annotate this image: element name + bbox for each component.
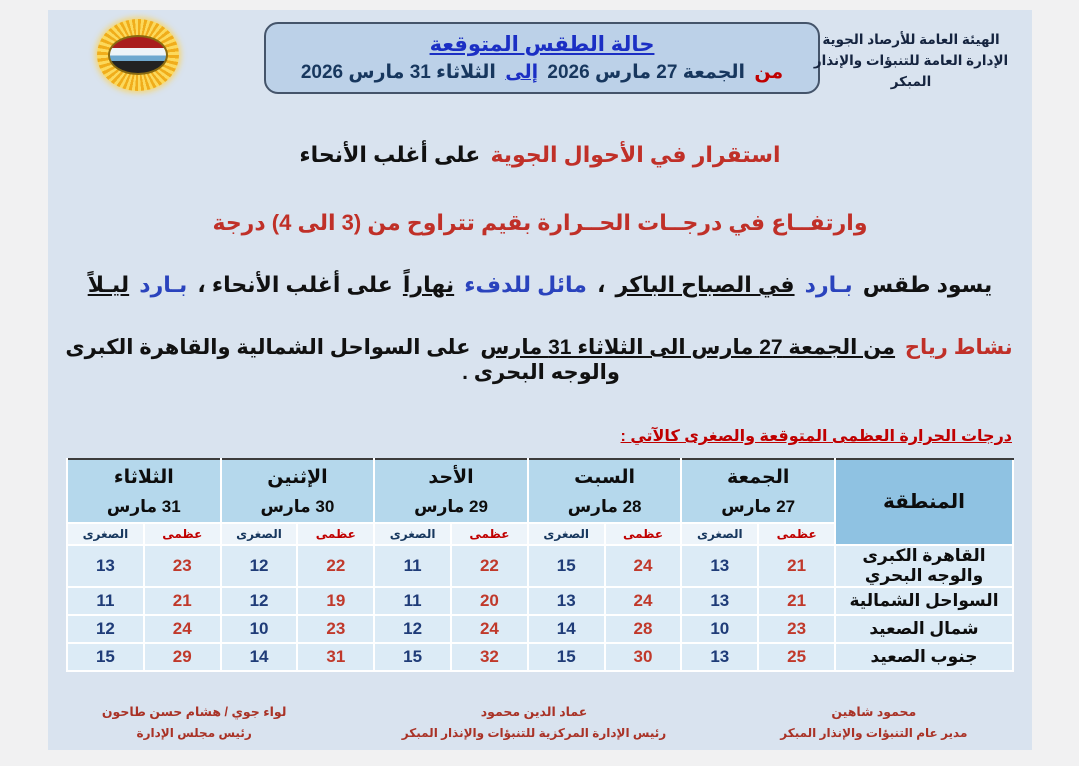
region-name: السواحل الشمالية <box>835 587 1013 615</box>
date-range-to: إلى <box>505 62 539 83</box>
max-label: عظمى <box>297 523 374 545</box>
temp-max: 23 <box>144 545 221 587</box>
temp-min: 10 <box>221 615 298 643</box>
table-row-north-upper-egypt <box>67 615 1013 643</box>
max-label: عظمى <box>758 523 835 545</box>
region-column-header: المنطقة <box>835 459 1013 545</box>
temperature-table <box>66 458 1014 672</box>
region-name: شمال الصعيد <box>835 615 1013 643</box>
temp-min: 13 <box>681 643 758 671</box>
max-label: عظمى <box>451 523 528 545</box>
date-range-end: الثلاثاء 31 مارس 2026 <box>300 62 496 83</box>
temp-max: 31 <box>297 643 374 671</box>
region-name: جنوب الصعيد <box>835 643 1013 671</box>
date-range-start: الجمعة 27 مارس 2026 <box>547 62 746 83</box>
forecast-line-conditions <box>48 272 1032 298</box>
bulletin-date-range <box>299 61 785 84</box>
egypt-flag-oval-icon <box>108 35 168 75</box>
temp-min: 12 <box>221 587 298 615</box>
temp-min: 13 <box>67 545 144 587</box>
temp-max: 23 <box>297 615 374 643</box>
temp-max: 28 <box>605 615 682 643</box>
day-header-sunday: الأحد 29 مارس <box>374 459 528 523</box>
temp-max: 32 <box>451 643 528 671</box>
forecast-line-stability <box>48 142 1032 168</box>
signature-role: رئيس الإدارة المركزية للتنبؤات والإنذار المبكر <box>401 726 667 741</box>
temperature-table-wrap <box>66 458 1014 672</box>
wind-regions: على السواحل الشمالية والقاهرة الكبرى والوجه البحرى . <box>65 336 620 384</box>
signature-name: لواء جوي / هشام حسن طاحون <box>101 705 287 719</box>
temp-max: 20 <box>451 587 528 615</box>
temp-max: 19 <box>297 587 374 615</box>
ema-logo-icon <box>86 18 190 92</box>
temp-min: 12 <box>67 615 144 643</box>
temp-max: 21 <box>144 587 221 615</box>
day-header-saturday: السبت 28 مارس <box>528 459 682 523</box>
signature-central-admin-head <box>345 702 723 744</box>
authority-name <box>800 30 1022 93</box>
cond-seg7: على أغلب الأنحاء ، <box>197 272 393 297</box>
cond-seg4: ، <box>597 272 606 297</box>
cond-seg9-night: ليـلاً <box>87 272 130 297</box>
forecast-line-temp-rise: وارتفــاع في درجــات الحــرارة بقيم تتراوح من (3 الى 4) درجة <box>212 210 868 235</box>
max-label: عظمى <box>605 523 682 545</box>
max-label: عظمى <box>144 523 221 545</box>
signature-role: مدير عام التنبؤات والإنذار المبكر <box>780 726 968 741</box>
signature-name: محمود شاهين <box>831 705 917 719</box>
cond-seg5-warm: مائل للدفء <box>464 272 587 297</box>
cond-seg8-cold: بـارد <box>139 272 188 297</box>
wind-date-range: من الجمعة 27 مارس الى الثلاثاء 31 مارس <box>480 336 896 359</box>
temp-min: 10 <box>681 615 758 643</box>
forecast-line-wind <box>48 335 1032 385</box>
wind-activity-label: نشاط رياح <box>904 336 1013 359</box>
temp-min: 15 <box>374 643 451 671</box>
day-header-monday: الإثنين 30 مارس <box>221 459 375 523</box>
temp-min: 14 <box>528 615 605 643</box>
temp-max: 29 <box>144 643 221 671</box>
temp-max: 24 <box>605 545 682 587</box>
temp-max: 24 <box>451 615 528 643</box>
temp-min: 12 <box>374 615 451 643</box>
stability-red-text: استقرار في الأحوال الجوية <box>490 142 781 167</box>
temp-min: 14 <box>221 643 298 671</box>
temp-max: 22 <box>451 545 528 587</box>
title-box <box>264 22 820 94</box>
temp-max: 30 <box>605 643 682 671</box>
temp-max: 23 <box>758 615 835 643</box>
day-header-tuesday: الثلاثاء 31 مارس <box>67 459 221 523</box>
temp-min: 15 <box>528 545 605 587</box>
temp-min: 13 <box>528 587 605 615</box>
temp-max: 21 <box>758 587 835 615</box>
signature-role: رئيس مجلس الإدارة <box>136 726 252 741</box>
region-name: القاهرة الكبرى والوجه البحري <box>835 545 1013 587</box>
temp-min: 13 <box>681 587 758 615</box>
signature-name: عماد الدين محمود <box>480 705 588 719</box>
table-row-south-upper-egypt <box>67 643 1013 671</box>
cond-seg6-daytime: نهاراً <box>402 272 455 297</box>
signatures-row <box>62 702 1006 744</box>
stability-black-text: على أغلب الأنحاء <box>299 142 481 167</box>
bulletin-title: حالة الطقس المتوقعة <box>429 33 655 56</box>
cond-seg3-early-morning: في الصباح الباكر <box>615 272 795 297</box>
min-label: الصغرى <box>221 523 298 545</box>
date-range-from: من <box>754 62 784 83</box>
temp-max: 24 <box>144 615 221 643</box>
cond-seg2-cold: بـارد <box>804 272 853 297</box>
signature-forecast-director <box>742 702 1006 744</box>
temp-max: 25 <box>758 643 835 671</box>
cond-seg1: يسود طقس <box>862 272 993 297</box>
min-label: الصغرى <box>681 523 758 545</box>
min-label: الصغرى <box>67 523 144 545</box>
temp-min: 11 <box>67 587 144 615</box>
temp-min: 13 <box>681 545 758 587</box>
temp-min: 15 <box>528 643 605 671</box>
table-row-north-coasts <box>67 587 1013 615</box>
table-caption: درجات الحرارة العظمى المتوقعة والصغرى كالآتي : <box>620 428 1012 445</box>
authority-line2: الإدارة العامة للتنبؤات والإنذار المبكر <box>813 52 1009 89</box>
table-row-cairo-delta <box>67 545 1013 587</box>
temp-max: 21 <box>758 545 835 587</box>
temp-min: 12 <box>221 545 298 587</box>
temp-min: 11 <box>374 587 451 615</box>
temp-max: 24 <box>605 587 682 615</box>
temp-max: 22 <box>297 545 374 587</box>
min-label: الصغرى <box>528 523 605 545</box>
bulletin-document <box>48 10 1032 750</box>
signature-chairman <box>62 702 326 744</box>
authority-line1: الهيئة العامة للأرصاد الجوية <box>822 32 1000 47</box>
temp-min: 11 <box>374 545 451 587</box>
sunburst-icon <box>97 19 179 91</box>
day-header-friday: الجمعة 27 مارس <box>681 459 835 523</box>
temp-min: 15 <box>67 643 144 671</box>
min-label: الصغرى <box>374 523 451 545</box>
